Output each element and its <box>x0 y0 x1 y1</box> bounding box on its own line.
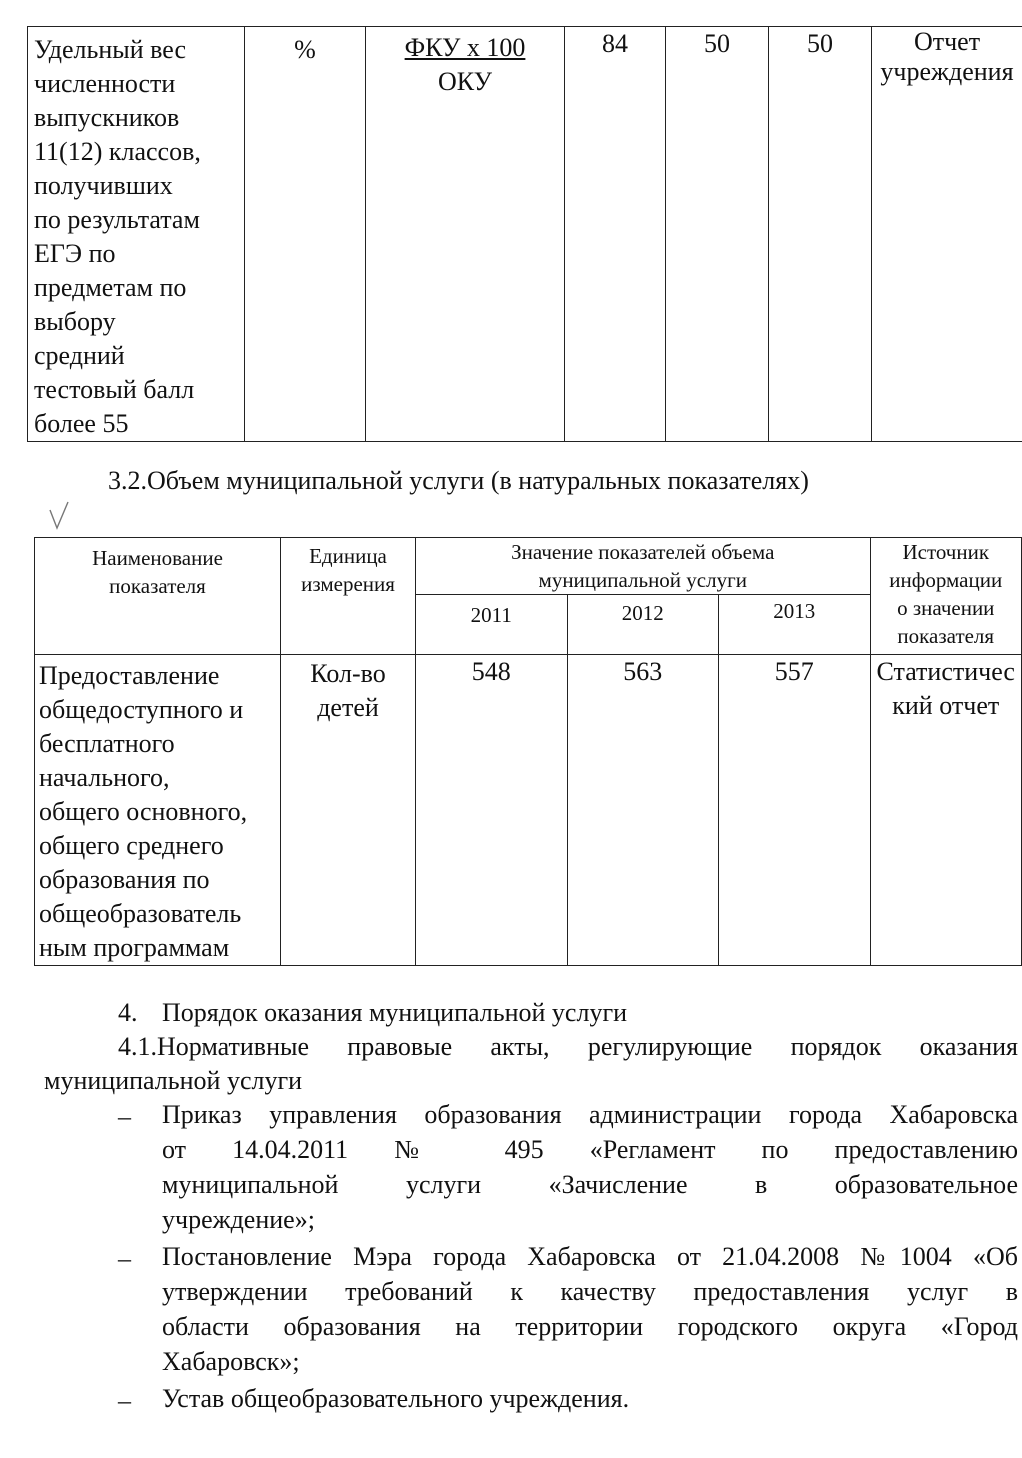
table-row <box>35 655 1022 966</box>
list-item-line: Приказ управления образования администрации города Хабаровска <box>162 1100 1018 1129</box>
row-unit-cell: Кол-во детей <box>281 655 416 966</box>
list-dash: – <box>118 1386 131 1415</box>
formula-cell <box>366 27 565 442</box>
indicator-name-cell: Удельный вес численности выпускников 11(12) классов, получивших по результатам ЕГЭ по предметам по выбору средний тестовый балл более 55 <box>28 27 245 442</box>
list-item-line: от 14.04.2011 № 495 «Регламент по предоставлению <box>162 1135 1018 1164</box>
header-values: Значение показателей объема муниципальной услуги <box>416 538 871 595</box>
list-item-line: Хабаровск»; <box>162 1347 300 1376</box>
row-value-2013-cell: 557 <box>719 655 871 966</box>
value-2012-cell: 50 <box>666 27 769 442</box>
table-row <box>28 27 1022 442</box>
list-item-line: утверждении требований к качеству предоставления услуг в <box>162 1277 1018 1306</box>
volume-indicator-table <box>34 537 1022 966</box>
list-item-line: муниципальной услуги «Зачисление в образовательное <box>162 1170 1018 1199</box>
list-item-line: области образования на территории городского округа «Город <box>162 1312 1018 1341</box>
section-4-number: 4. <box>118 998 138 1027</box>
row-value-2012-cell: 563 <box>567 655 719 966</box>
indicator-quality-table <box>27 26 1022 442</box>
list-item-line: учреждение»; <box>162 1205 315 1234</box>
section-3-2-heading: 3.2.Объем муниципальной услуги (в натуральных показателях) <box>108 466 809 495</box>
header-source: Источник информации о значении показателя <box>870 538 1022 655</box>
section-4-1-line2: муниципальной услуги <box>44 1066 303 1095</box>
row-source-cell: Статистичес кий отчет <box>870 655 1022 966</box>
value-2013-cell: 50 <box>769 27 872 442</box>
list-item-line: Постановление Мэра города Хабаровска от 21.04.2008 №1004 «Об <box>162 1242 1018 1271</box>
list-dash: – <box>118 1244 131 1273</box>
section-4-1-line1: 4.1.Нормативные правовые акты, регулирующие порядок оказания <box>118 1032 1018 1061</box>
header-unit: Единица измерения <box>281 538 416 655</box>
header-year-2013: 2013 <box>719 595 871 655</box>
list-item-line: Устав общеобразовательного учреждения. <box>162 1384 630 1413</box>
formula-numerator: ФКУ х 100 <box>404 33 526 62</box>
check-mark-icon <box>48 500 70 530</box>
list-dash: – <box>118 1102 131 1131</box>
header-name: Наименование показателя <box>35 538 281 655</box>
section-4-title: Порядок оказания муниципальной услуги <box>162 998 628 1027</box>
header-year-2012: 2012 <box>567 595 719 655</box>
formula-denominator: ОКУ <box>437 67 492 96</box>
unit-cell: % <box>245 27 366 442</box>
header-year-2011: 2011 <box>416 595 568 655</box>
table-header-row <box>35 538 1022 595</box>
value-2011-cell: 84 <box>565 27 666 442</box>
row-value-2011-cell: 548 <box>416 655 568 966</box>
row-name-cell: Предоставление общедоступного и бесплатного начального, общего основного, общего среднего образования по общеобразователь ным программам <box>35 655 281 966</box>
source-cell: Отчет учреждения <box>872 27 1022 442</box>
